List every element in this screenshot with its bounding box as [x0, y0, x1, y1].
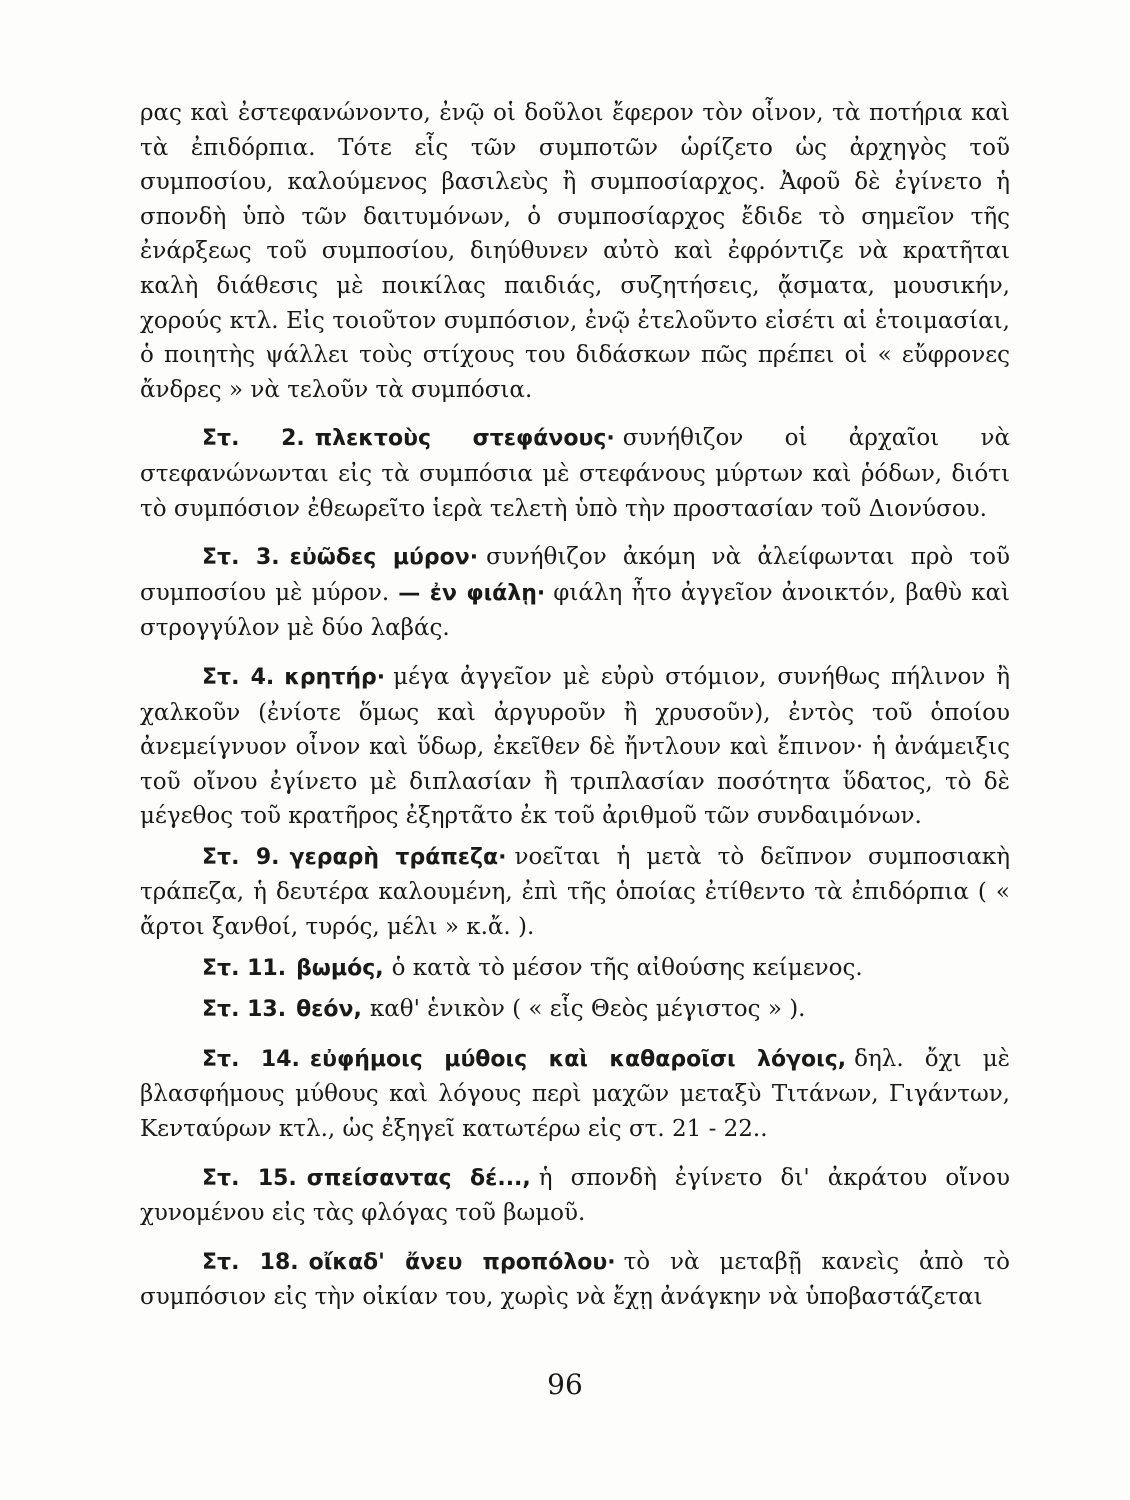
lemma: σπείσαντας δέ...,	[306, 1165, 531, 1191]
lemma: — ἐν φιάλῃ·	[398, 580, 546, 606]
verse-reference: Στ. 3.	[202, 545, 280, 571]
lemma: οἴκαδ' ἄνευ προπόλου·	[308, 1249, 616, 1275]
verse-reference: Στ. 15.	[202, 1165, 297, 1191]
commentary-entry	[140, 660, 1010, 834]
verse-reference: Στ. 9.	[202, 844, 280, 870]
verse-reference: Στ. 2.	[202, 426, 305, 452]
commentary-entry	[140, 951, 1010, 987]
verse-reference: Στ. 14.	[202, 1046, 300, 1072]
page-number: 96	[547, 1368, 583, 1401]
entry-text: συνήθιζον οἱ ἀρχαῖοι νὰ στεφανώνωνται εἰς τὰ συμπόσια μὲ στεφάνους μύρτων καὶ ῥόδων, διότι τὸ συμπόσιον ἐθεωρεῖτο ἱερὰ τελετὴ ὑπὸ τὴν προστασίαν τοῦ Διονύσου.	[140, 425, 1010, 522]
opening-paragraph: ρας καὶ ἐστεφανώνοντο, ἐνῷ οἱ δοῦλοι ἔφερον τὸν οἶνον, τὰ ποτήρια καὶ τὰ ἐπιδόρπια. Τότε εἷς τῶν συμποτῶν ὡρίζετο ὡς ἀρχηγὸς τοῦ συμποσίου, καλούμενος βασιλεὺς ἢ συμποσίαρχος. Ἀφοῦ δὲ ἐγίνετο ἡ σπονδὴ ὑπὸ τῶν δαιτυμόνων, ὁ συμποσίαρχος ἔδιδε τὸ σημεῖον τῆς ἐνάρξεως τοῦ συμποσίου, διηύθυνεν αὐτὸ καὶ ἐφρόντιζε νὰ κρατῆται καλὴ διάθεσις μὲ ποικίλας παιδιάς, συζητήσεις, ᾄσματα, μουσικήν, χορούς κτλ. Εἰς τοιοῦτον συμπόσιον, ἐνῷ ἐτελοῦντο εἰσέτι αἱ ἑτοιμασίαι, ὁ ποιητὴς ψάλλει τοὺς στίχους του διδάσκων πῶς πρέπει οἱ « εὔφρονες ἄνδρες » νὰ τελοῦν τὰ συμπόσια.	[140, 100, 1010, 403]
entry-text: ὁ κατὰ τὸ μέσον τῆς αἰθούσης κείμενος.	[391, 954, 863, 981]
verse-reference: Στ. 13.	[202, 997, 287, 1023]
commentary-entry	[140, 1042, 1010, 1147]
lemma: βωμός,	[296, 955, 384, 981]
commentary-entry	[140, 421, 1010, 526]
verse-reference: Στ. 4.	[202, 664, 275, 690]
entry-text: καθ' ἑνικὸν ( « εἷς Θεὸς μέγιστος » ).	[369, 996, 806, 1023]
entry-text: συνήθιζον ἀκόμη νὰ ἀλείφωνται πρὸ τοῦ συμποσίου μὲ μύρον.	[140, 544, 1010, 606]
lemma: πλεκτοὺς στεφάνους·	[314, 426, 615, 452]
lemma: εὐφήμοις μύθοις καὶ καθαροῖσι λόγοις,	[309, 1046, 847, 1072]
lemma: θεόν,	[296, 997, 362, 1023]
entry-text: δηλ. ὄχι μὲ βλασφήμους μύθους καὶ λόγους περὶ μαχῶν μεταξὺ Τιτάνων, Γιγάντων, Κενταύρων κτλ., ὡς ἐξηγεῖ κατωτέρω εἰς στ. 21 - 22..	[140, 1045, 1011, 1143]
commentary-entry	[140, 1245, 1010, 1315]
entry-text: φιάλη ἦτο ἀγγεῖον ἀνοικτόν, βαθὺ καὶ στρογγύλον μὲ δύο λαβάς.	[140, 579, 1011, 642]
page-body	[140, 96, 1010, 1315]
lemma: κρητήρ·	[284, 664, 386, 690]
commentary-entry	[140, 540, 1010, 646]
entry-text: μέγα ἀγγεῖον μὲ εὐρὺ στόμιον, συνήθως πήλινον ἢ χαλκοῦν (ἐνίοτε ὅμως καὶ ἀργυροῦν ἢ χρυσοῦν), ἐντὸς τοῦ ὁποίου ἀνεμείγνυον οἶνον καὶ ὕδωρ, ἐκεῖθεν δὲ ἤντλουν καὶ ἔπινον· ἡ ἀνάμειξις τοῦ οἴνου ἐγίνετο μὲ διπλασίαν ἢ τριπλασίαν ποσότητα ὕδατος, τὸ δὲ μέγεθος τοῦ κρατῆρος ἐξηρτᾶτο ἐκ τοῦ ἀριθμοῦ τῶν συνδαιμόνων.	[140, 663, 1011, 830]
commentary-entry	[140, 1161, 1010, 1231]
lemma: εὐῶδες μύρον·	[289, 545, 479, 571]
verse-reference: Στ. 11.	[202, 955, 287, 981]
lemma: γεραρὴ τράπεζα·	[289, 844, 507, 870]
commentary-entry	[140, 992, 1010, 1028]
entry-text: ἡ σπονδὴ ἐγίνετο δι' ἀκράτου οἴνου χυνομένου εἰς τὰς φλόγας τοῦ βωμοῦ.	[140, 1164, 1010, 1227]
commentary-entry	[140, 840, 1010, 945]
entry-text: νοεῖται ἡ μετὰ τὸ δεῖπνον συμποσιακὴ τράπεζα, ἡ δευτέρα καλουμένη, ἐπὶ τῆς ὁποίας ἐτίθεντο τὰ ἐπιδόρπια ( « ἄρτοι ξανθοί, τυρός, μέλι » κ.ἄ. ).	[140, 843, 1011, 941]
verse-reference: Στ. 18.	[202, 1249, 299, 1275]
entry-text: τὸ νὰ μεταβῇ κανεὶς ἀπὸ τὸ συμπόσιον εἰς τὴν οἰκίαν του, χωρὶς νὰ ἔχῃ ἀνάγκην νὰ ὑποβαστάζεται	[140, 1248, 1010, 1311]
